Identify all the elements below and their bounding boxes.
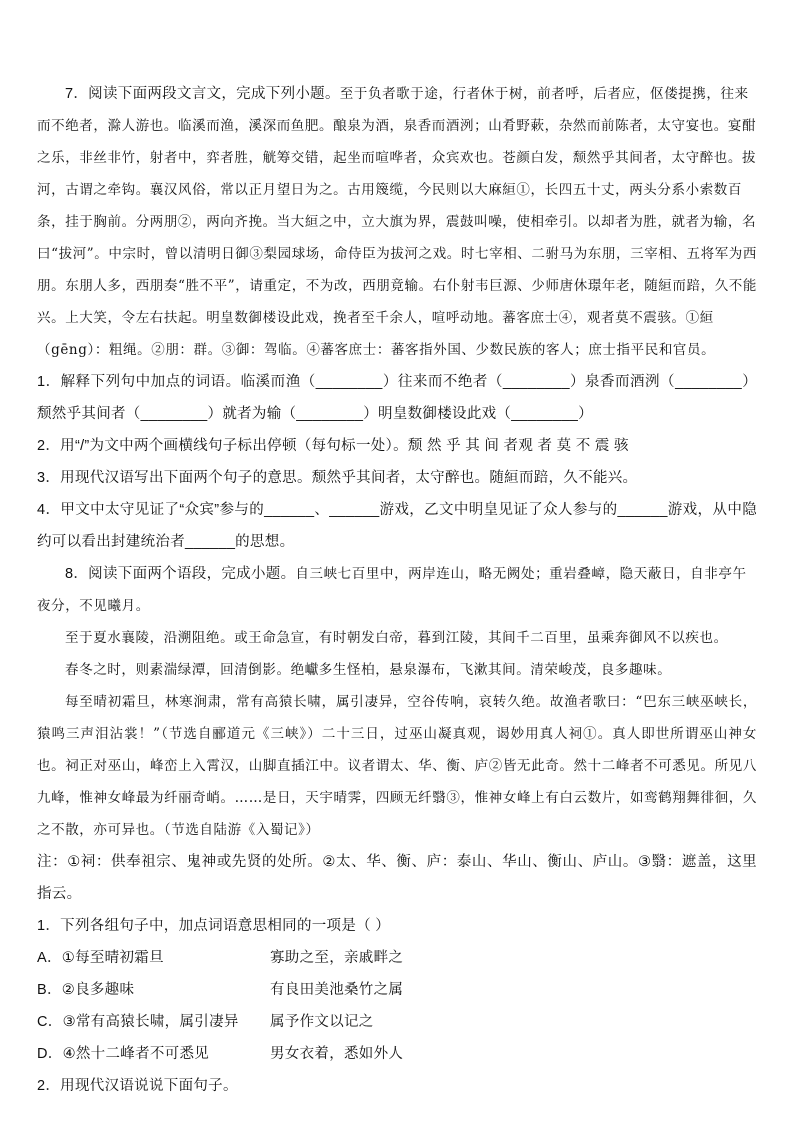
question-8-paragraph-2: 至于夏水襄陵，沿溯阻绝。或王命急宣，有时朝发白帝，暮到江陵，其间千二百里，虽乘奔御风不以疾也。	[65, 630, 728, 646]
question-7-text	[37, 78, 757, 366]
option-c-left: C．③常有高猿长啸，属引凄异	[37, 1014, 239, 1030]
question-7-sub3: 3．用现代汉语写出下面两个句子的意思。颓然乎其间者，太守醉也。随絙而踣，久不能兴。	[37, 470, 638, 486]
question-8-sub1: 1．下列各组句子中，加点词语意思相同的一项是（ ）	[37, 918, 391, 934]
option-d	[37, 1038, 757, 1070]
question-8-intro: 8．阅读下面两个语段，完成小题。	[65, 566, 296, 582]
question-7-notes: ①絙（gēng）：粗绳。②朋：群。③御：驾临。④蕃客庶士：蕃客指外国、少数民族的客人；庶士指平民和官员。	[37, 310, 716, 358]
question-8-paragraph-4: 每至晴初霜旦，林寒涧肃，常有高猿长啸，属引凄异，空谷传响，哀转久绝。故渔者歌曰：“巴东三峡巫峡长，猿鸣三声泪沾裳！”（节选自郦道元《三峡》）二十三日，过巫山凝真观，谒妙用真人祠①。真人即世所谓巫山神女也。祠正对巫山，峰峦上入霄汉，山脚直插江中。议者谓太、华、衡、庐②皆无此奇。然十二峰者不可悉见。所见八九峰，惟神女峰最为纤丽奇峭。……是日，天宇晴霁，四顾无纤翳③，惟神女峰上有白云数片，如鸾鹤翔舞徘徊，久之不散，亦可异也。（节选自陆游《入蜀记》）	[37, 694, 757, 838]
question-7-passage: 至于负者歌于途，行者休于树，前者呼，后者应，伛偻提携，往来而不绝者，滁人游也。临溪而渔，溪深而鱼肥。酿泉为酒，泉香而酒洌；山肴野蔌，杂然而前陈者，太守宴也。宴酣之乐，非丝非竹，射者中，弈者胜，觥筹交错，起坐而喧哗者，众宾欢也。苍颜白发，颓然乎其间者，太守醉也。拔河，古谓之牵钩。襄汉风俗，常以正月望日为之。古用篾缆，今民则以大麻絙①，长四五十丈，两头分系小索数百条，挂于胸前。分两朋②，两向齐挽。当大絙之中，立大旗为界，震鼓叫噪，使相牵引。以却者为胜，就者为输，名曰“拔河”。中宗时，曾以清明日御③梨园球场，命侍臣为拔河之戏。时七宰相、二驸马为东朋，三宰相、五将军为西朋。东朋人多，西朋奏“胜不平”，请重定，不为改，西朋竟输。右仆射韦巨源、少师唐休璟年老，随絙而踣，久不能兴。上大笑，令左右扶起。明皇数御楼设此戏，挽者至千余人，喧呼动地。蕃客庶士④，观者莫不震骇。	[37, 86, 758, 326]
option-a	[37, 942, 757, 974]
option-a-right: 寡助之至，亲戚畔之	[270, 950, 404, 966]
question-8-notes: 注：①祠：供奉祖宗、鬼神或先贤的处所。②太、华、衡、庐：泰山、华山、衡山、庐山。③翳：遮盖，这里指云。	[37, 854, 757, 902]
question-7-sub2: 2．用“/”为文中两个画横线句子标出停顿（每句标一处）。颓 然 乎 其 间 者观 者 莫 不 震 骇	[37, 438, 629, 454]
option-b-left: B．②良多趣味	[37, 982, 135, 998]
option-b	[37, 974, 757, 1006]
option-d-right: 男女衣着，悉如外人	[270, 1046, 404, 1062]
option-c-right: 属予作文以记之	[270, 1014, 374, 1030]
question-8-paragraph-1: 自三峡七百里中，两岸连山，略无阙处；重岩叠嶂，隐天蔽日，自非亭午夜分，不见曦月。	[37, 566, 747, 614]
option-c	[37, 1006, 757, 1038]
document-page	[37, 78, 757, 1102]
question-7-sub1: 1．解释下列句中加点的词语。临溪而渔（________）往来而不绝者（________）泉香而酒洌（________）颓然乎其间者（________）就者为输（________）明皇数御楼设此戏（________）	[37, 374, 757, 422]
question-8-paragraph-3: 春冬之时，则素湍绿潭，回清倒影。绝巘多生怪柏，悬泉瀑布，飞漱其间。清荣峻茂，良多趣味。	[65, 662, 672, 678]
question-8-sub2: 2．用现代汉语说说下面句子。	[37, 1078, 238, 1094]
question-8-text	[37, 558, 757, 622]
option-b-right: 有良田美池桑竹之属	[270, 982, 404, 998]
option-a-left: A．①每至晴初霜旦	[37, 950, 164, 966]
question-7-sub4: 4．甲文中太守见证了“众宾”参与的______、______游戏，乙文中明皇见证了众人参与的______游戏，从中隐约可以看出封建统治者______的思想。	[37, 502, 757, 550]
option-d-left: D．④然十二峰者不可悉见	[37, 1046, 210, 1062]
question-7-intro: 7．阅读下面两段文言文，完成下列小题。	[65, 86, 340, 102]
